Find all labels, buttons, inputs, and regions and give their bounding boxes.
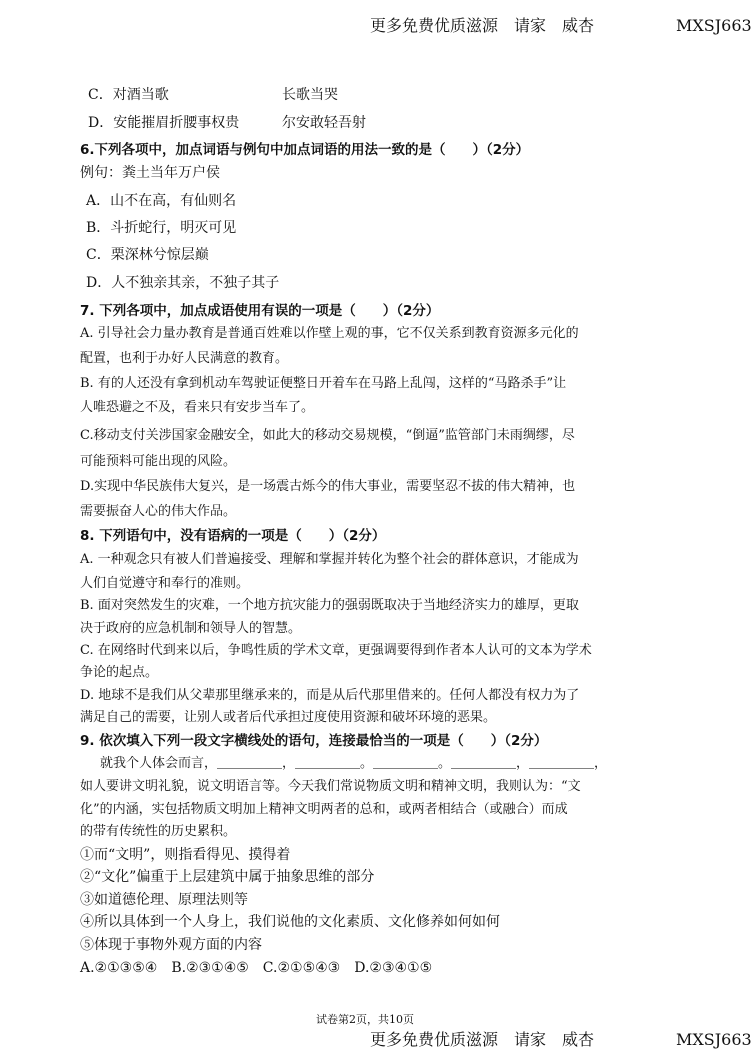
q8-option-a-line2: 人们自觉遵守和奉行的准则。 [80, 576, 250, 591]
footer-code: MXSJ663 [676, 1030, 752, 1049]
q7-option-a-line1: A. 引导社会力量办教育是普通百姓难以作壁上观的事，它不仅关系到教育资源多元化的 [80, 326, 579, 341]
q6-option-a: A．山不在高，有仙则名 [86, 193, 237, 209]
q7-option-d-line2: 需要振奋人心的伟大作品。 [80, 504, 237, 519]
q8-title: 8. 下列语句中，没有语病的一项是（ ）（2分） [80, 528, 386, 544]
q9-passage-line1: 就我个人体会而言，＿＿＿＿＿，＿＿＿＿＿。＿＿＿＿＿。＿＿＿＿＿，＿＿＿＿＿， [100, 756, 608, 771]
header-code: MXSJ663 [676, 16, 752, 35]
q7-option-a-line2: 配置，也利于办好人民满意的教育。 [80, 351, 289, 366]
q8-option-a-line1: A. 一种观念只有被人们普遍接受、理解和掌握并转化为整个社会的群体意识，才能成为 [80, 552, 579, 567]
q8-option-d-line2: 满足自己的需要，让别人或者后代承担过度使用资源和破坏环境的恶果。 [80, 710, 497, 725]
q8-option-c-line1: C. 在网络时代到来以后，争鸣性质的学术文章，更强调要得到作者本人认可的文本为学术 [80, 643, 592, 658]
q8-option-b-line2: 决于政府的应急机制和领导人的智慧。 [80, 621, 302, 636]
q9-title: 9. 依次填入下列一段文字横线处的语句，连接最恰当的一项是（ ）（2分） [80, 733, 548, 749]
q8-option-b-line1: B. 面对突然发生的灾难，一个地方抗灾能力的强弱既取决于当地经济实力的雄厚，更取 [80, 598, 579, 613]
q7-option-b-line2: 人唯恐避之不及，看来只有安步当车了。 [80, 400, 315, 415]
q6-option-d: D．人不独亲其亲，不独子其子 [86, 275, 280, 291]
q9-item-2: ②“文化”偏重于上层建筑中属于抽象思维的部分 [80, 869, 375, 885]
q6-title: 6.下列各项中，加点词语与例句中加点词语的用法一致的是（ ）（2分） [80, 142, 530, 158]
q6-option-b: B．斗折蛇行，明灭可见 [86, 220, 237, 236]
q6-example: 例句：粪土当年万户侯 [80, 165, 220, 181]
q5-option-c-right: 长歌当哭 [282, 87, 338, 103]
q8-option-d-line1: D. 地球不是我们从父辈那里继承来的，而是从后代那里借来的。任何人都没有权力为了 [80, 688, 580, 703]
q5-option-d-left: D．安能摧眉折腰事权贵 [88, 115, 240, 131]
q9-passage-line3: 化”的内涵，实包括物质文明加上精神文明两者的总和，或两者相结合（或融合）而成 [80, 802, 568, 817]
q9-item-3: ③如道德伦理、原理法则等 [80, 892, 248, 908]
q9-item-5: ⑤体现于事物外观方面的内容 [80, 937, 262, 953]
q7-title: 7. 下列各项中，加点成语使用有误的一项是（ ）（2分） [80, 303, 440, 319]
q9-item-4: ④所以具体到一个人身上，我们说他的文化素质、文化修养如何如何 [80, 914, 500, 930]
q5-option-c-left: C．对酒当歌 [88, 87, 169, 103]
q9-passage-line2: 如人要讲文明礼貌，说文明语言等。今天我们常说物质文明和精神文明，我则认为：“文 [80, 779, 581, 794]
q7-option-b-line1: B. 有的人还没有拿到机动车驾驶证便整日开着车在马路上乱闯，这样的“马路杀手”让 [80, 376, 567, 391]
q9-options: A.②①③⑤④ B.②③①④⑤ C.②①⑤④③ D.②③④①⑤ [80, 960, 433, 976]
q9-item-1: ①而“文明”，则指看得见、摸得着 [80, 847, 291, 863]
q6-option-c: C．栗深林兮惊层巅 [86, 247, 209, 263]
page-number: 试卷第2页，共10页 [316, 1013, 414, 1026]
header-promo: 更多免费优质滋源 请家 威杏 [370, 16, 595, 35]
q8-option-c-line2: 争论的起点。 [80, 665, 159, 680]
q9-passage-line4: 的带有传统性的历史累积。 [80, 824, 237, 839]
q7-option-c-line2: 可能预料可能出现的风险。 [80, 454, 237, 469]
footer-promo: 更多免费优质滋源 请家 威杏 [370, 1030, 595, 1049]
q7-option-c-line1: C.移动支付关涉国家金融安全，如此大的移动交易规模，“倒逼”监管部门未雨绸缪，尽 [80, 428, 575, 443]
q7-option-d-line1: D.实现中华民族伟大复兴，是一场震古烁今的伟大事业，需要坚忍不拔的伟大精神，也 [80, 479, 576, 494]
q5-option-d-right: 尔安敢轻吾射 [282, 115, 366, 131]
